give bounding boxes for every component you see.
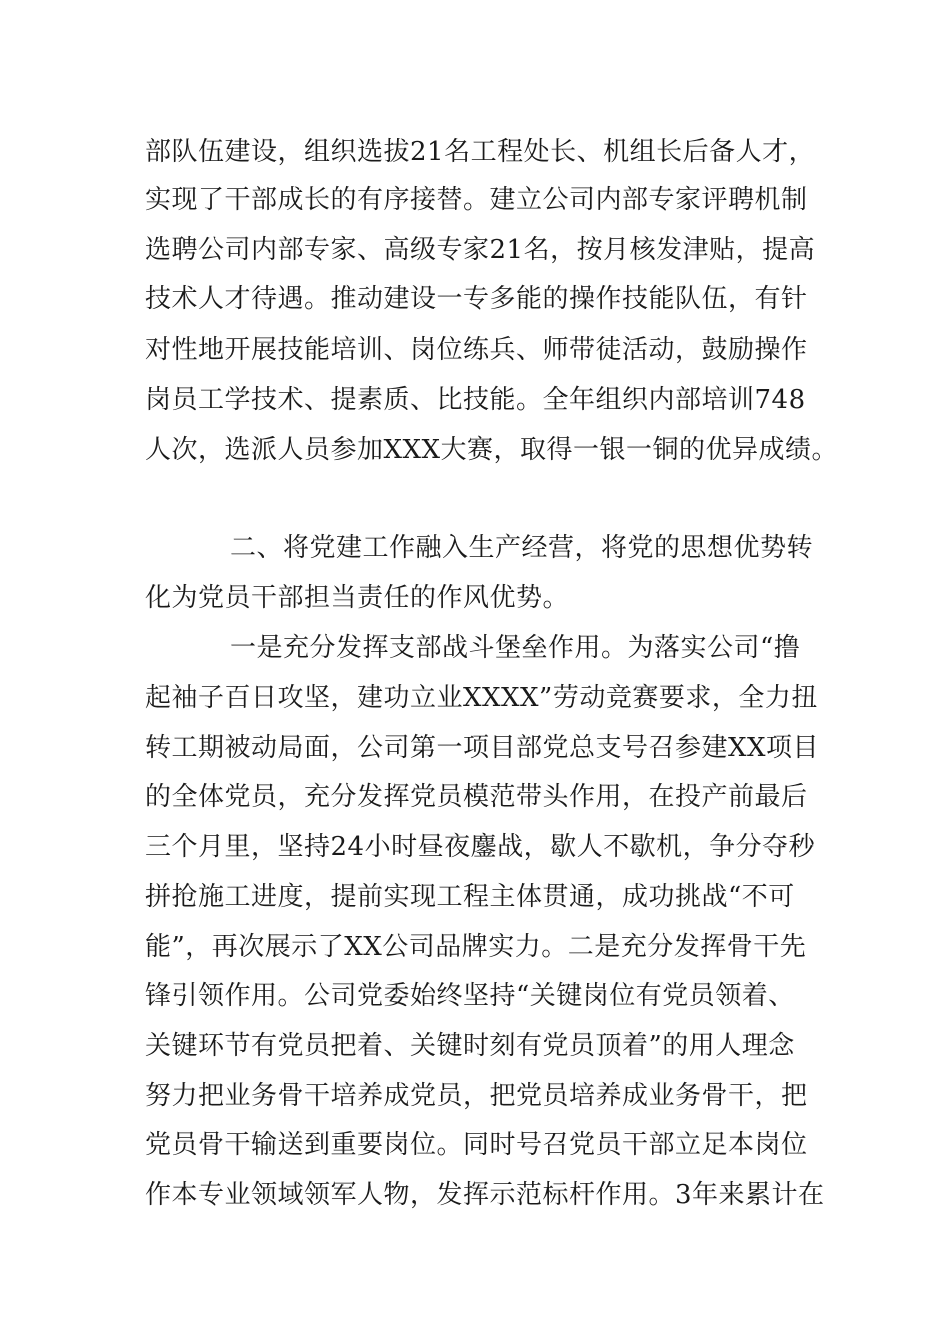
text-line: 拼抢施工进度，提前实现工程主体贯通，成功挑战“不可	[145, 882, 795, 912]
text-line: 作本专业领域领军人物，发挥示范标杆作用。3年来累计在	[145, 1180, 825, 1210]
text-line: 转工期被动局面，公司第一项目部党总支号召参建XX项目	[145, 733, 820, 763]
text-line: 能”，再次展示了XX公司品牌实力。二是充分发挥骨干先	[145, 932, 807, 962]
text-line: 起袖子百日攻坚，建功立业XXXX”劳动竞赛要求，全力扭	[145, 683, 818, 713]
text-line: 三个月里，坚持24小时昼夜鏖战，歇人不歇机，争分夺秒	[145, 832, 816, 862]
text-line: 选聘公司内部专家、高级专家21名，按月核发津贴，提高	[145, 235, 816, 265]
text-line: 的全体党员，充分发挥党员模范带头作用，在投产前最后	[145, 782, 808, 812]
text-line: 实现了干部成长的有序接替。建立公司内部专家评聘机制	[145, 185, 808, 215]
text-line: 岗员工学技术、提素质、比技能。全年组织内部培训748	[145, 385, 806, 415]
text-line: 努力把业务骨干培养成党员，把党员培养成业务骨干，把	[145, 1081, 808, 1111]
text-line: 党员骨干输送到重要岗位。同时号召党员干部立足本岗位	[145, 1130, 808, 1160]
text-line: 一是充分发挥支部战斗堡垒作用。为落实公司“撸	[230, 633, 801, 663]
text-line: 对性地开展技能培训、岗位练兵、师带徒活动，鼓励操作	[145, 335, 808, 365]
text-line: 技术人才待遇。推动建设一专多能的操作技能队伍，有针	[145, 284, 808, 314]
section-heading-line: 二、将党建工作融入生产经营，将党的思想优势转	[230, 533, 814, 563]
section-heading-line: 化为党员干部担当责任的作风优势。	[145, 583, 570, 613]
text-line: 人次，选派人员参加XXX大赛，取得一银一铜的优异成绩。	[145, 435, 839, 465]
text-line: 部队伍建设，组织选拔21名工程处长、机组长后备人才，	[145, 137, 816, 167]
text-line: 锋引领作用。公司党委始终坚持“关键岗位有党员领着、	[145, 981, 795, 1011]
text-line: 关键环节有党员把着、关键时刻有党员顶着”的用人理念	[145, 1031, 795, 1061]
